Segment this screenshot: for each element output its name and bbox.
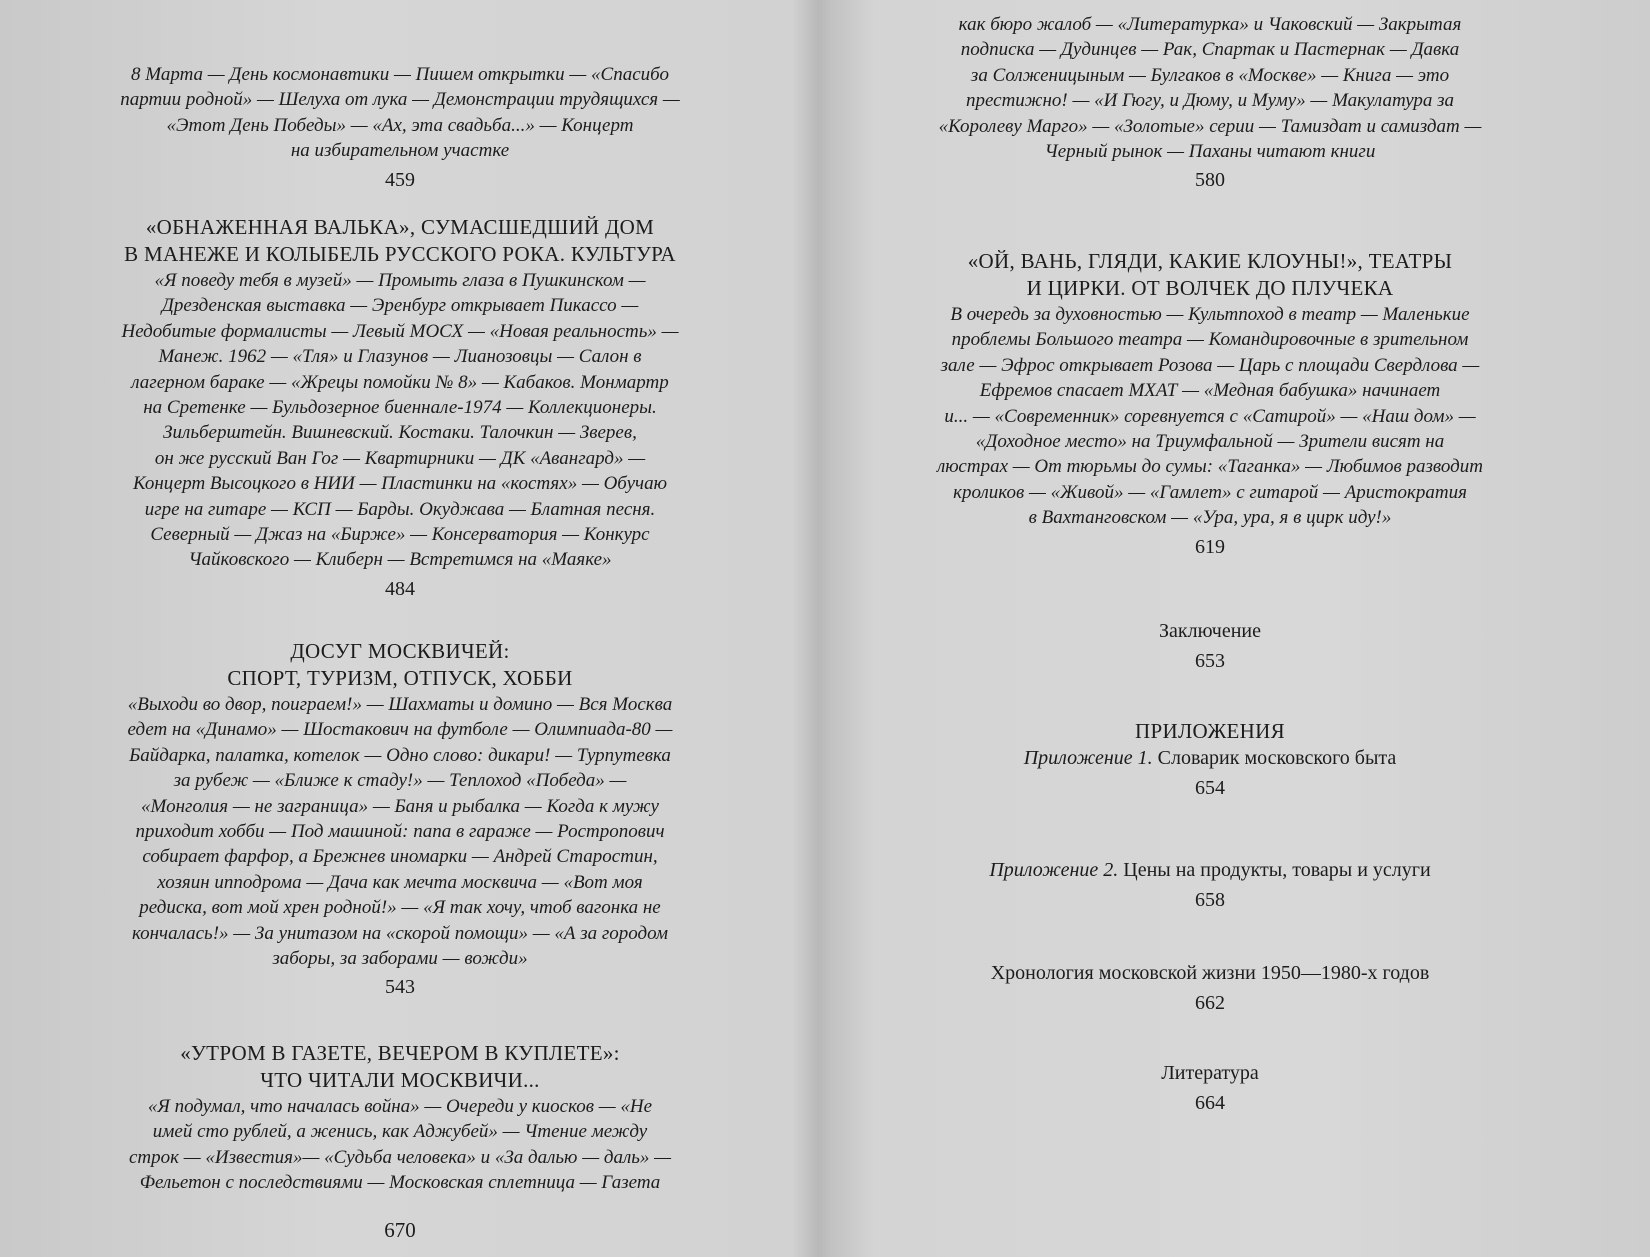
entry-description [40, 62, 760, 164]
toc-entry-conclusion [830, 618, 1590, 675]
heading-line: И ЦИРКИ. ОТ ВОЛЧЕК ДО ПЛУЧЕКА [1026, 276, 1394, 300]
chapter-heading [40, 1040, 760, 1094]
desc-line: престижно! — «И Гюгу, и Дюму, и Муму» — Макулатура за [965, 90, 1455, 112]
page-number: 580 [1195, 169, 1225, 192]
desc-line: за рубеж — «Ближе к стаду!» — Теплоход «Победа» — [173, 770, 627, 792]
toc-entry [40, 1040, 760, 1196]
page-number: 543 [385, 976, 415, 999]
section-title: Литература [1161, 1062, 1259, 1084]
toc-entry-appendix-2 [830, 857, 1590, 914]
desc-line: люстрах — От тюрьмы до сумы: «Таганка» — Любимов разводит [936, 456, 1484, 478]
page-number: 654 [1195, 777, 1225, 799]
entry-description [830, 302, 1590, 531]
entry-description [830, 12, 1590, 164]
heading-line: СПОРТ, ТУРИЗМ, ОТПУСК, ХОББИ [227, 666, 573, 690]
heading-line: «ОБНАЖЕННАЯ ВАЛЬКА», СУМАСШЕДШИЙ ДОМ [145, 215, 655, 239]
desc-line: заборы, за заборами — вожди» [272, 948, 528, 970]
appendix-2-line [830, 857, 1590, 884]
appendices-heading: ПРИЛОЖЕНИЯ [1135, 719, 1285, 743]
desc-line: как бюро жалоб — «Литературка» и Чаковский — Закрытая [958, 14, 1462, 35]
desc-line: Манеж. 1962 — «Тля» и Глазунов — Лианозовцы — Салон в [158, 346, 642, 368]
desc-line: лагерном бараке — «Жрецы помойки № 8» — Кабаков. Монмартр [131, 371, 669, 393]
entry-description [40, 268, 760, 573]
page-number: 658 [1195, 889, 1225, 911]
desc-line: имей сто рублей, а женись, как Аджубей» — Чтение между [152, 1121, 648, 1143]
desc-line: приходит хобби — Под машиной: папа в гараже — Ростропович [135, 821, 665, 843]
appendix-title: Словарик московского быта [1157, 747, 1397, 769]
chapter-heading [40, 638, 760, 692]
page-number: 653 [1195, 650, 1225, 672]
heading-line: «УТРОМ В ГАЗЕТЕ, ВЕЧЕРОМ В КУПЛЕТЕ»: [180, 1041, 620, 1065]
desc-line: Чайковского — Клиберн — Встретимся на «Маяке» [188, 549, 612, 571]
desc-line: Недобитые формалисты — Левый МОСХ — «Новая реальность» — [121, 320, 679, 342]
appendix-label: Приложение 1. [1023, 747, 1153, 769]
desc-line: 8 Марта — День космонавтики — Пишем открытки — «Спасибо [131, 64, 669, 85]
desc-line: «Монголия — не заграница» — Баня и рыбалка — Когда к мужу [141, 795, 659, 817]
desc-line: Дрезденская выставка — Эренбург открывает Пикассо — [161, 295, 639, 317]
desc-line: хозяин ипподрома — Дача как мечта москвича — «Вот моя [157, 871, 643, 893]
desc-line: зале — Эфрос открывает Розова — Царь с площади Свердлова — [940, 354, 1480, 376]
appendix-label: Приложение 2. [989, 859, 1119, 881]
chapter-heading [40, 214, 760, 268]
heading-line: «ОЙ, ВАНЬ, ГЛЯДИ, КАКИЕ КЛОУНЫ!», ТЕАТРЫ [967, 249, 1453, 273]
desc-line: игре на гитаре — КСП — Барды. Окуджава — Блатная песня. [144, 498, 656, 520]
toc-entry [40, 214, 760, 603]
desc-line: подписка — Дудинцев — Рак, Спартак и Пастернак — Давка [960, 39, 1460, 61]
page-number: 484 [385, 577, 415, 600]
desc-line: партии родной» — Шелуха от лука — Демонстрации трудящихся — [120, 89, 680, 111]
desc-line: Байдарка, палатка, котелок — Одно слово: дикари! — Турпутевка [129, 744, 671, 766]
toc-entry-literature [830, 1060, 1590, 1117]
entry-description [40, 1094, 760, 1196]
heading-line: В МАНЕЖЕ И КОЛЫБЕЛЬ РУССКОГО РОКА. КУЛЬТУРА [124, 242, 676, 266]
toc-entry [830, 12, 1590, 194]
heading-line: ЧТО ЧИТАЛИ МОСКВИЧИ... [260, 1068, 540, 1092]
heading-line: ДОСУГ МОСКВИЧЕЙ: [290, 639, 510, 663]
desc-line: В очередь за духовностью — Культпоход в театр — Маленькие [950, 304, 1470, 325]
desc-line: Северный — Джаз на «Бирже» — Консерватория — Конкурс [150, 524, 650, 546]
desc-line: и... — «Современник» соревнуется с «Сатирой» — «Наш дом» — [944, 405, 1476, 427]
appendix-title: Цены на продукты, товары и услуги [1123, 859, 1431, 881]
toc-entry [830, 248, 1590, 561]
desc-line: «Я подумал, что началась война» — Очереди у киосков — «Не [147, 1096, 653, 1117]
desc-line: собирает фарфор, а Брежнев иномарки — Андрей Старостин, [142, 846, 658, 868]
page-number: 459 [385, 168, 415, 191]
desc-line: «Выходи во двор, поиграем!» — Шахматы и домино — Вся Москва [127, 694, 673, 715]
toc-entry-chronology [830, 960, 1590, 1017]
section-title: Хронология московской жизни 1950—1980-х годов [990, 962, 1430, 984]
desc-line: он же русский Ван Гог — Квартирники — ДК «Авангард» — [154, 447, 646, 469]
desc-line: редиска, вот мой хрен родной!» — «Я так хочу, чтоб вагонка не [139, 897, 661, 919]
page-number: 664 [1195, 1092, 1225, 1114]
desc-line: едет на «Динамо» — Шостакович на футболе — Олимпиада-80 — [127, 719, 673, 741]
desc-line: проблемы Большого театра — Командировочные в зрительном [951, 329, 1469, 351]
desc-line: «Королеву Марго» — «Золотые» серии — Тамиздат и самиздат — [938, 115, 1482, 137]
desc-line: в Вахтанговском — «Ура, ура, я в цирк иду!» [1028, 507, 1392, 529]
desc-line: кроликов — «Живой» — «Гамлет» с гитарой — Аристократия [953, 481, 1467, 503]
desc-line: на Сретенке — Бульдозерное биеннале-1974 — Коллекционеры. [143, 397, 657, 419]
chapter-heading [830, 248, 1590, 302]
page-number: 619 [1195, 535, 1225, 558]
desc-line: Фельетон с последствиями — Московская сплетница — Газета [139, 1172, 661, 1194]
desc-line: «Этот День Победы» — «Ах, эта свадьба...» — Концерт [166, 114, 634, 136]
desc-line: строк — «Известия»— «Судьба человека» и «За далью — даль» — [128, 1146, 672, 1168]
toc-entry-appendices [830, 718, 1590, 802]
section-title: Заключение [1159, 620, 1261, 642]
appendix-1-line [830, 745, 1590, 772]
desc-line: «Доходное место» на Триумфальной — Зрители висят на [975, 431, 1445, 453]
page-number: 662 [1195, 992, 1225, 1014]
desc-line: на избирательном участке [290, 140, 510, 162]
desc-line: Ефремов спасает МХАТ — «Медная бабушка» начинает [979, 380, 1441, 402]
desc-line: Концерт Высоцкого в НИИ — Пластинки на «костях» — Обучаю [132, 473, 668, 495]
desc-line: за Солженицыным — Булгаков в «Москве» — Книга — это [970, 64, 1450, 86]
desc-line: «Я поведу тебя в музей» — Промыть глаза в Пушкинском — [154, 270, 646, 291]
page-folio: 670 [384, 1218, 416, 1242]
toc-entry [40, 638, 760, 1001]
entry-description [40, 692, 760, 971]
desc-line: Зильберштейн. Вишневский. Костаки. Талочкин — Зверев, [163, 422, 637, 444]
toc-entry [40, 62, 760, 194]
desc-line: кончалась!» — За унитазом на «скорой помощи» — «А за городом [131, 922, 669, 944]
desc-line: Черный рынок — Паханы читают книги [1044, 141, 1376, 163]
